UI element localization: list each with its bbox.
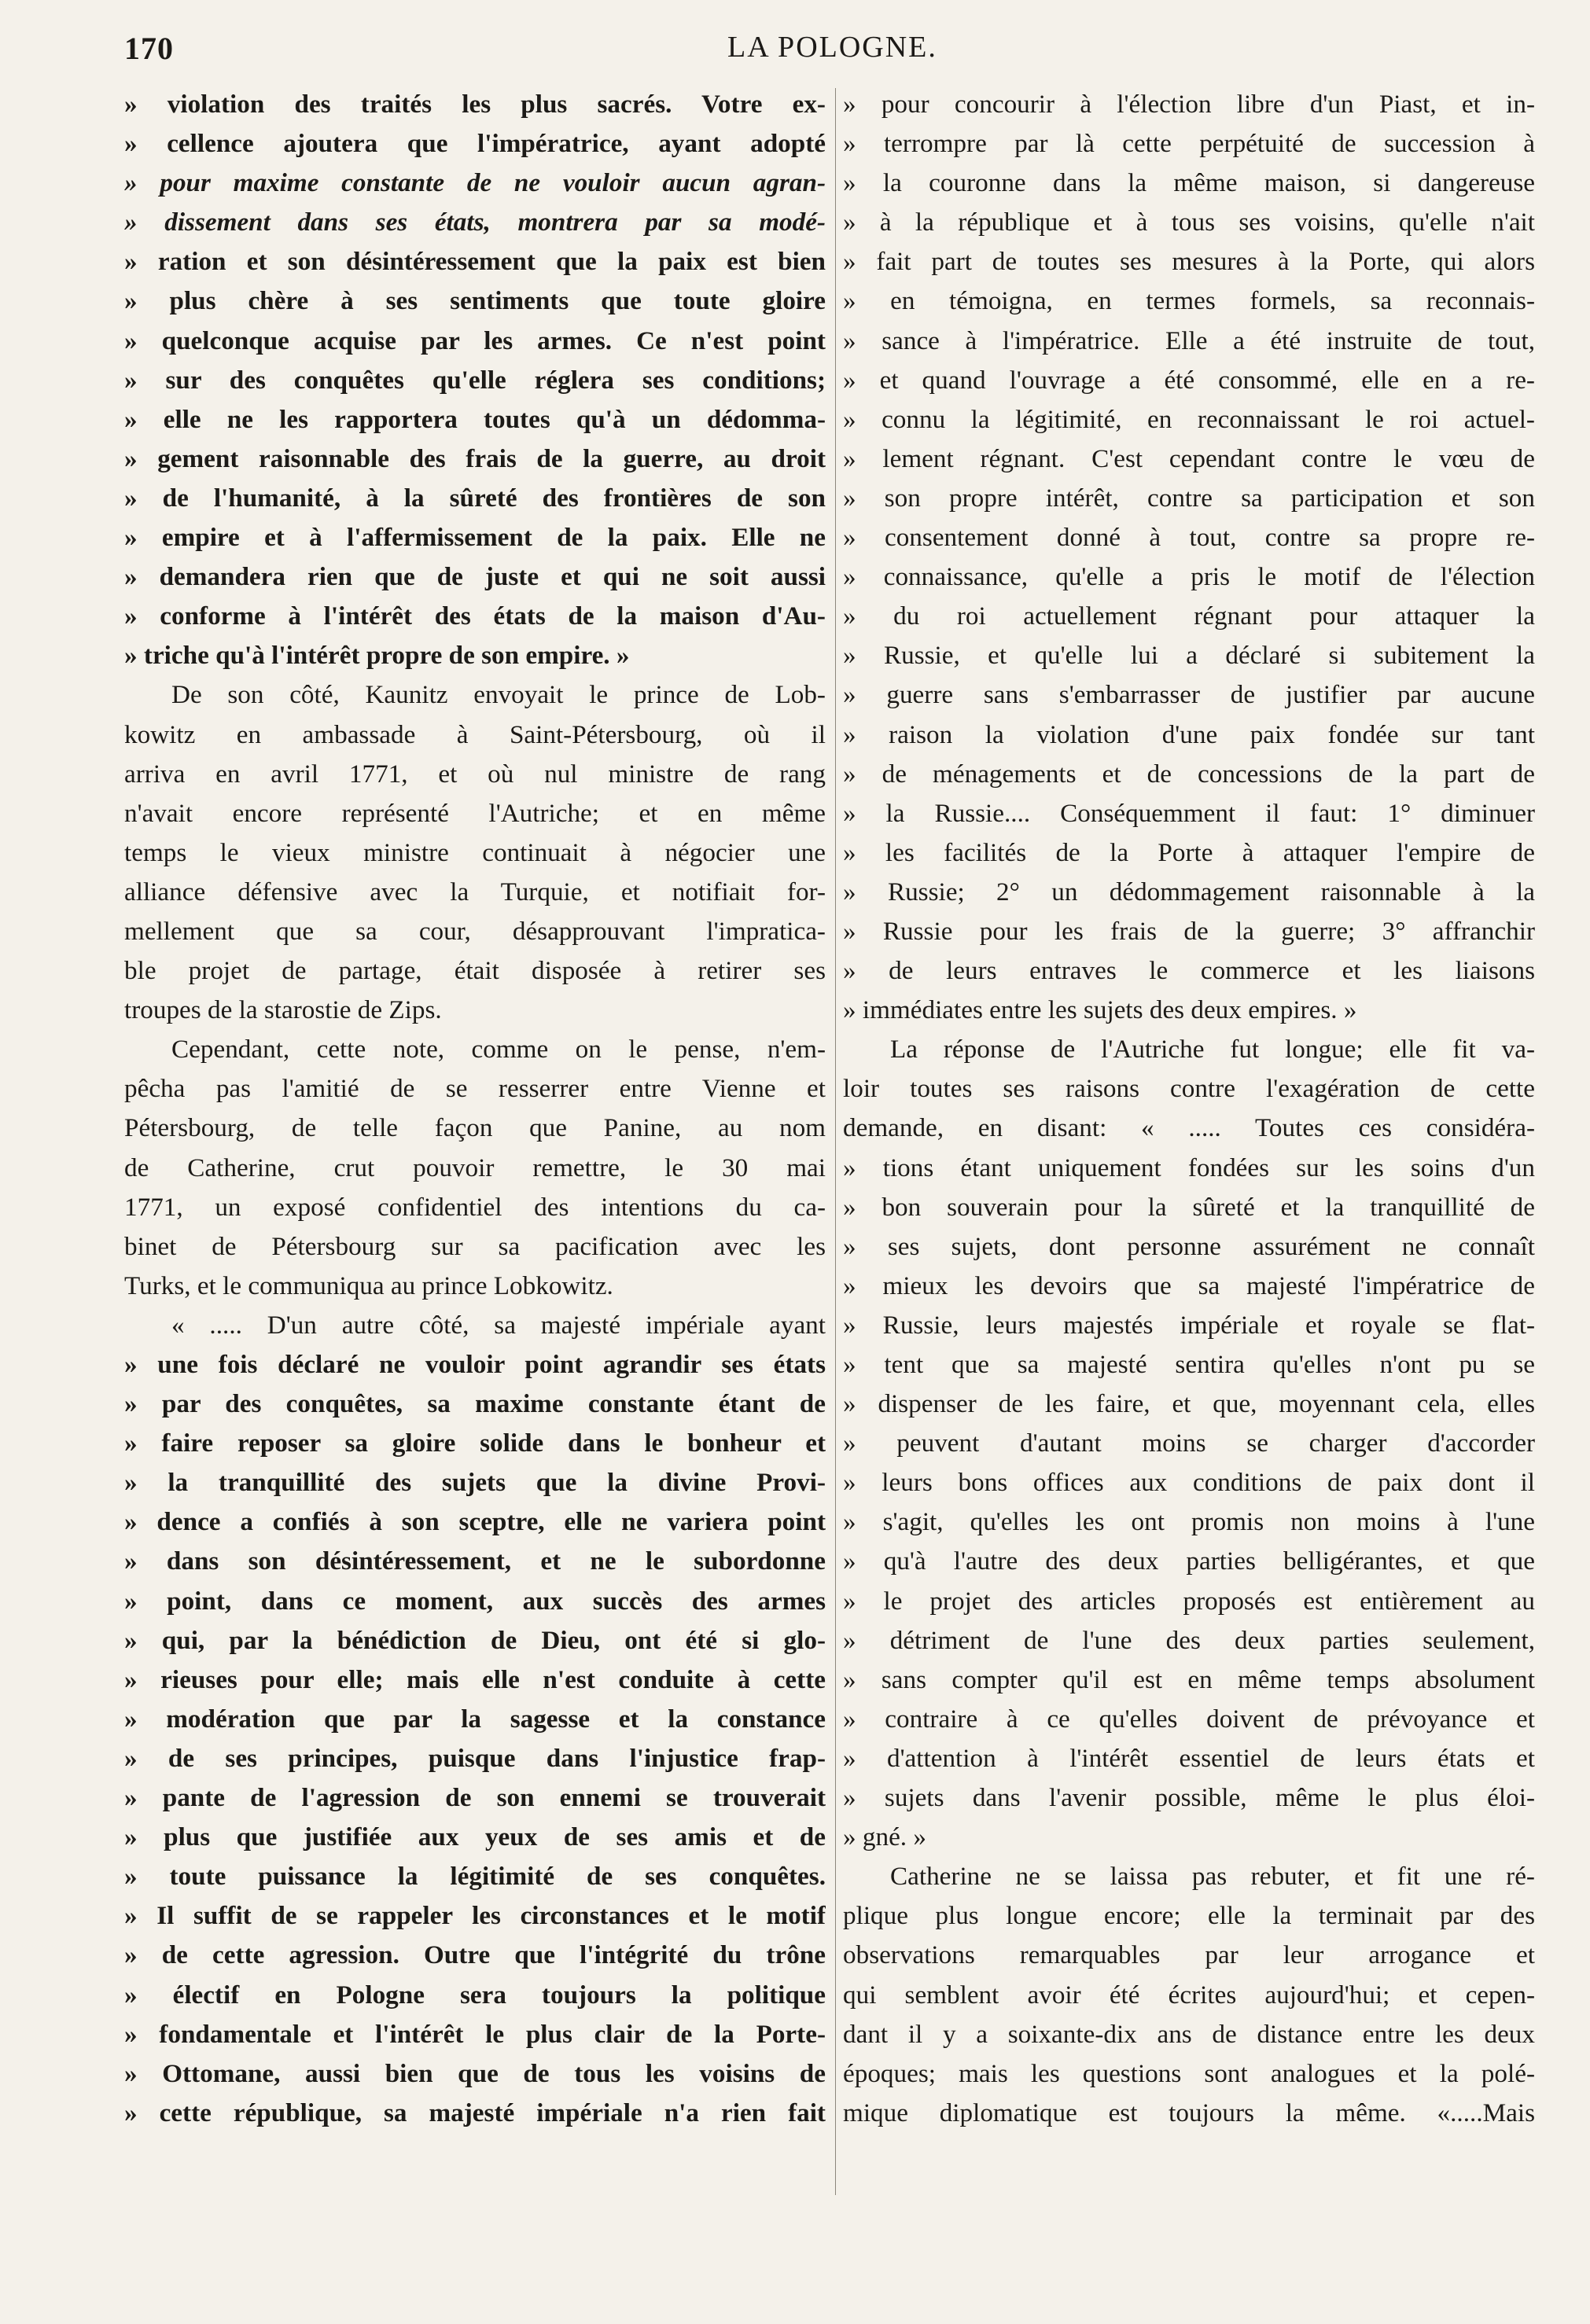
running-title: LA POLOGNE. [727, 31, 937, 64]
text-line: » raison la violation d'une paix fondée sur tant [843, 719, 1535, 749]
text-line: troupes de la starostie de Zips. [124, 995, 442, 1025]
text-line: » dans son désintéressement, et ne le subordonne [124, 1546, 826, 1576]
text-line: arriva en avril 1771, et où nul ministre de rang [124, 759, 826, 789]
text-line: » elle ne les rapportera toutes qu'à un dédomma- [124, 404, 826, 434]
text-line: » mieux les devoirs que sa majesté l'impératrice de [843, 1270, 1535, 1300]
text-line: alliance défensive avec la Turquie, et notifiait for- [124, 877, 826, 906]
text-line: » quelconque acquise par les armes. Ce n'est point [124, 325, 826, 355]
text-line: » pour maxime constante de ne vouloir aucun agran- [124, 168, 826, 198]
text-line: pêcha pas l'amitié de se resserrer entre Vienne et [124, 1074, 826, 1104]
text-line: » sur des conquêtes qu'elle réglera ses conditions; [124, 365, 826, 395]
text-line: » Il suffit de se rappeler les circonstances et le motif [124, 1901, 826, 1931]
text-line: » bon souverain pour la sûreté et la tranquillité de [843, 1192, 1535, 1222]
text-line: » par des conquêtes, sa maxime constante étant de [124, 1389, 826, 1419]
text-line: » violation des traités les plus sacrés. Votre ex- [124, 90, 826, 119]
text-line: » cellence ajoutera que l'impératrice, ayant adopté [124, 129, 826, 159]
text-line: » point, dans ce moment, aux succès des armes [124, 1586, 826, 1616]
text-line: » empire et à l'affermissement de la paix. Elle ne [124, 523, 826, 553]
text-line: Cependant, cette note, comme on le pense, n'em- [171, 1035, 826, 1065]
text-line: » Russie, leurs majestés impériale et royale se flat- [843, 1310, 1535, 1340]
text-line: n'avait encore représenté l'Autriche; et en même [124, 798, 826, 828]
text-line: » fait part de toutes ses mesures à la Porte, qui alors [843, 247, 1535, 277]
text-line: » dispenser de les faire, et que, moyennant cela, elles [843, 1389, 1535, 1419]
text-line: » triche qu'à l'intérêt propre de son empire. » [124, 641, 630, 671]
text-line: » la tranquillité des sujets que la divine Provi- [124, 1468, 826, 1498]
text-line: » dence a confiés à son sceptre, elle ne variera point [124, 1507, 826, 1537]
text-line: binet de Pétersbourg sur sa pacification avec les [124, 1231, 826, 1261]
text-line: » connu la légitimité, en reconnaissant le roi actuel- [843, 404, 1535, 434]
text-line: » de cette agression. Outre que l'intégrité du trône [124, 1940, 826, 1970]
text-line: » la Russie.... Conséquemment il faut: 1° diminuer [843, 798, 1535, 828]
left-column [124, 85, 826, 2192]
text-line: » fondamentale et l'intérêt le plus clair de la Porte- [124, 2019, 826, 2049]
text-line: « ..... D'un autre côté, sa majesté impériale ayant [171, 1310, 826, 1340]
text-line: » de ses principes, puisque dans l'injustice frap- [124, 1743, 826, 1773]
text-line: Catherine ne se laissa pas rebuter, et fit une ré- [890, 1862, 1535, 1892]
text-line: » lement régnant. C'est cependant contre le vœu de [843, 443, 1535, 473]
text-line: kowitz en ambassade à Saint-Pétersbourg, où il [124, 719, 826, 749]
text-line: » consentement donné à tout, contre sa propre re- [843, 523, 1535, 553]
text-line: qui semblent avoir été écrites aujourd'hui; et cepen- [843, 1980, 1535, 2010]
text-line: » cette république, sa majesté impériale n'a rien fait [124, 2098, 826, 2127]
text-line: » et quand l'ouvrage a été consommé, elle en a re- [843, 365, 1535, 395]
text-line: » du roi actuellement régnant pour attaquer la [843, 601, 1535, 631]
text-line: » Ottomane, aussi bien que de tous les voisins de [124, 2058, 826, 2088]
text-line: » électif en Pologne sera toujours la politique [124, 1980, 826, 2010]
text-line: » le projet des articles proposés est entièrement au [843, 1586, 1535, 1616]
text-line: » une fois déclaré ne vouloir point agrandir ses états [124, 1350, 826, 1379]
text-line: » pante de l'agression de son ennemi se trouverait [124, 1783, 826, 1813]
column-divider [835, 88, 836, 2195]
text-line: » pour concourir à l'élection libre d'un Piast, et in- [843, 90, 1535, 119]
text-line: Turks, et le communiqua au prince Lobkowitz. [124, 1270, 613, 1300]
text-line: Pétersbourg, de telle façon que Panine, au nom [124, 1113, 826, 1143]
text-line: » terrompre par là cette perpétuité de succession à [843, 129, 1535, 159]
text-line: » plus chère à ses sentiments que toute gloire [124, 286, 826, 316]
page-header [0, 0, 1590, 86]
text-line: » sance à l'impératrice. Elle a été instruite de tout, [843, 325, 1535, 355]
text-line: époques; mais les questions sont analogues et la polé- [843, 2058, 1535, 2088]
text-line: mique diplomatique est toujours la même. «.....Mais [843, 2098, 1535, 2127]
text-line: » Russie, et qu'elle lui a déclaré si subitement la [843, 641, 1535, 671]
text-line: » les facilités de la Porte à attaquer l'empire de [843, 837, 1535, 867]
text-line: » modération que par la sagesse et la constance [124, 1704, 826, 1734]
page-number: 170 [124, 31, 174, 66]
text-line: 1771, un exposé confidentiel des intentions du ca- [124, 1192, 826, 1222]
text-line: » qui, par la bénédiction de Dieu, ont été si glo- [124, 1625, 826, 1655]
text-line: » faire reposer sa gloire solide dans le bonheur et [124, 1429, 826, 1458]
text-line: » en témoigna, en termes formels, sa reconnais- [843, 286, 1535, 316]
text-line: » détriment de l'une des deux parties seulement, [843, 1625, 1535, 1655]
text-line: La réponse de l'Autriche fut longue; elle fit va- [890, 1035, 1535, 1065]
text-line: » à la république et à tous ses voisins, qu'elle n'ait [843, 208, 1535, 237]
text-line: De son côté, Kaunitz envoyait le prince de Lob- [171, 680, 826, 710]
text-line: » de leurs entraves le commerce et les liaisons [843, 956, 1535, 986]
text-line: » peuvent d'autant moins se charger d'accorder [843, 1429, 1535, 1458]
text-line: » demandera rien que de juste et qui ne soit aussi [124, 562, 826, 592]
text-line: » guerre sans s'embarrasser de justifier par aucune [843, 680, 1535, 710]
text-line: » connaissance, qu'elle a pris le motif de l'élection [843, 562, 1535, 592]
text-line: » sujets dans l'avenir possible, même le plus éloi- [843, 1783, 1535, 1813]
text-line: » rieuses pour elle; mais elle n'est conduite à cette [124, 1664, 826, 1694]
text-line: » qu'à l'autre des deux parties belligérantes, et que [843, 1546, 1535, 1576]
text-line: » dissement dans ses états, montrera par sa modé- [124, 208, 826, 237]
text-line: plique plus longue encore; elle la terminait par des [843, 1901, 1535, 1931]
text-line: » Russie pour les frais de la guerre; 3° affranchir [843, 916, 1535, 946]
text-line: demande, en disant: « ..... Toutes ces considéra- [843, 1113, 1535, 1143]
text-line: » d'attention à l'intérêt essentiel de leurs états et [843, 1743, 1535, 1773]
text-line: ble projet de partage, était disposée à retirer ses [124, 956, 826, 986]
text-line: » gné. » [843, 1822, 926, 1852]
text-line: » conforme à l'intérêt des états de la maison d'Au- [124, 601, 826, 631]
text-line: » Russie; 2° un dédommagement raisonnable à la [843, 877, 1535, 906]
text-line: » son propre intérêt, contre sa participation et son [843, 483, 1535, 513]
text-line: » plus que justifiée aux yeux de ses amis et de [124, 1822, 826, 1852]
text-line: » sans compter qu'il est en même temps absolument [843, 1664, 1535, 1694]
text-line: » la couronne dans la même maison, si dangereuse [843, 168, 1535, 198]
text-line: » tions étant uniquement fondées sur les soins d'un [843, 1153, 1535, 1182]
text-line: » contraire à ce qu'elles doivent de prévoyance et [843, 1704, 1535, 1734]
text-line: dant il y a soixante-dix ans de distance entre les deux [843, 2019, 1535, 2049]
text-line: » tent que sa majesté sentira qu'elles n'ont pu se [843, 1350, 1535, 1379]
text-line: observations remarquables par leur arrogance et [843, 1940, 1535, 1970]
text-line: » toute puissance la légitimité de ses conquêtes. [124, 1862, 826, 1892]
text-line: loir toutes ses raisons contre l'exagération de cette [843, 1074, 1535, 1104]
text-line: temps le vieux ministre continuait à négocier une [124, 837, 826, 867]
text-line: » de l'humanité, à la sûreté des frontières de son [124, 483, 826, 513]
text-line: » s'agit, qu'elles les ont promis non moins à l'une [843, 1507, 1535, 1537]
text-line: » de ménagements et de concessions de la part de [843, 759, 1535, 789]
text-line: » gement raisonnable des frais de la guerre, au droit [124, 443, 826, 473]
text-line: » ses sujets, dont personne assurément ne connaît [843, 1231, 1535, 1261]
text-line: » leurs bons offices aux conditions de paix dont il [843, 1468, 1535, 1498]
text-line: mellement que sa cour, désapprouvant l'impratica- [124, 916, 826, 946]
right-column [843, 85, 1535, 2192]
text-line: » immédiates entre les sujets des deux empires. » [843, 995, 1357, 1025]
text-line: de Catherine, crut pouvoir remettre, le 30 mai [124, 1153, 826, 1182]
text-line: » ration et son désintéressement que la paix est bien [124, 247, 826, 277]
